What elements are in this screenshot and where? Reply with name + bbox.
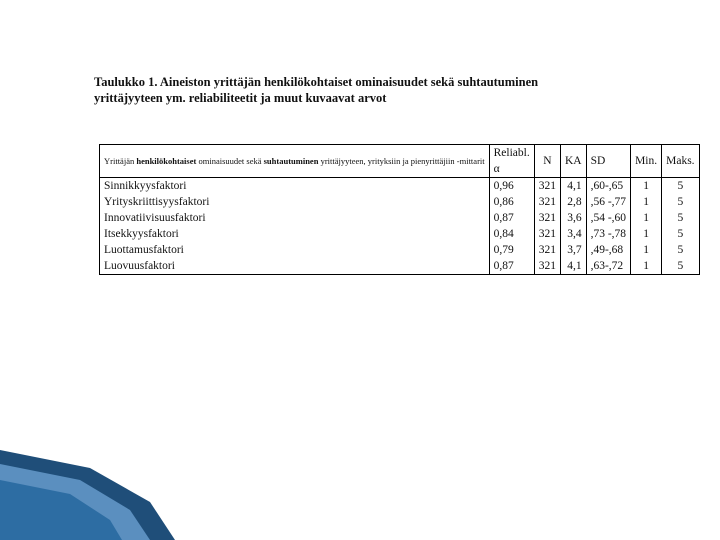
table-row — [100, 210, 700, 226]
cell-name: Sinnikkyysfaktori — [100, 178, 490, 195]
cell-ka: 3,6 — [560, 210, 586, 226]
cell-min: 1 — [631, 242, 662, 258]
cell-alpha: 0,86 — [489, 194, 534, 210]
header-min: Min. — [631, 145, 662, 178]
decorative-swoosh — [0, 450, 720, 540]
cell-alpha: 0,87 — [489, 210, 534, 226]
caption-line-2: yrittäjyyteen ym. reliabiliteetit ja muut kuvaavat arvot — [94, 91, 387, 105]
cell-n: 321 — [534, 242, 560, 258]
cell-max: 5 — [662, 178, 699, 195]
cell-alpha: 0,79 — [489, 242, 534, 258]
cell-alpha: 0,87 — [489, 258, 534, 275]
table-caption — [94, 74, 574, 106]
cell-sd: ,49-,68 — [586, 242, 630, 258]
header-reliability: Reliabl. α — [489, 145, 534, 178]
cell-ka: 3,7 — [560, 242, 586, 258]
cell-min: 1 — [631, 226, 662, 242]
cell-sd: ,63-,72 — [586, 258, 630, 275]
cell-max: 5 — [662, 258, 699, 275]
cell-max: 5 — [662, 226, 699, 242]
cell-n: 321 — [534, 178, 560, 195]
cell-n: 321 — [534, 194, 560, 210]
cell-name: Innovatiivisuusfaktori — [100, 210, 490, 226]
caption-line-1: Taulukko 1. Aineiston yrittäjän henkilökohtaiset ominaisuudet sekä suhtautuminen — [94, 75, 539, 89]
cell-ka: 4,1 — [560, 258, 586, 275]
cell-name: Luovuusfaktori — [100, 258, 490, 275]
header-n: N — [534, 145, 560, 178]
cell-name: Itsekkyysfaktori — [100, 226, 490, 242]
header-sd: SD — [586, 145, 630, 178]
table-row — [100, 194, 700, 210]
cell-min: 1 — [631, 178, 662, 195]
cell-sd: ,56 -,77 — [586, 194, 630, 210]
header-ka: KA — [560, 145, 586, 178]
cell-min: 1 — [631, 210, 662, 226]
cell-ka: 2,8 — [560, 194, 586, 210]
cell-min: 1 — [631, 194, 662, 210]
table-row — [100, 178, 700, 195]
cell-n: 321 — [534, 226, 560, 242]
cell-ka: 4,1 — [560, 178, 586, 195]
data-table — [99, 144, 700, 275]
cell-name: Luottamusfaktori — [100, 242, 490, 258]
cell-name: Yrityskriittisyysfaktori — [100, 194, 490, 210]
cell-n: 321 — [534, 258, 560, 275]
cell-min: 1 — [631, 258, 662, 275]
header-max: Maks. — [662, 145, 699, 178]
table-header-row — [100, 145, 700, 178]
cell-sd: ,73 -,78 — [586, 226, 630, 242]
table-row — [100, 226, 700, 242]
cell-n: 321 — [534, 210, 560, 226]
cell-sd: ,60-,65 — [586, 178, 630, 195]
cell-max: 5 — [662, 242, 699, 258]
cell-max: 5 — [662, 194, 699, 210]
cell-alpha: 0,96 — [489, 178, 534, 195]
cell-ka: 3,4 — [560, 226, 586, 242]
cell-alpha: 0,84 — [489, 226, 534, 242]
cell-max: 5 — [662, 210, 699, 226]
table-row — [100, 258, 700, 275]
table-body — [100, 178, 700, 275]
cell-sd: ,54 -,60 — [586, 210, 630, 226]
header-description: Yrittäjän henkilökohtaiset ominaisuudet sekä suhtautuminen yrittäjyyteen, yrityksiin ja pienyrittäjiin -mittarit — [100, 145, 490, 178]
table-row — [100, 242, 700, 258]
